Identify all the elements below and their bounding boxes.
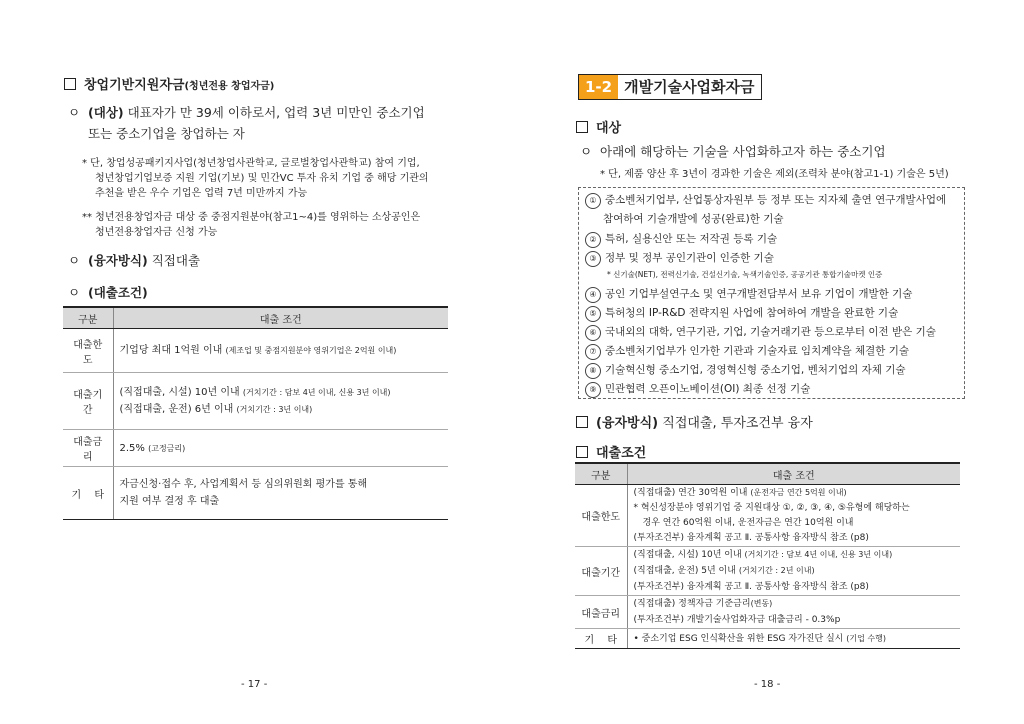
note-line: 추천을 받은 우수 기업은 업력 7년 미만까지 가능 [95,188,308,199]
note-line: * 단, 창업성공패키지사업(청년창업사관학교, 글로벌창업사관학교) 참여 기업, [82,158,420,169]
row-value: 자금신청·접수 후, 사업계획서 등 심의위원회 평가를 통해 지원 여부 결정 후 대출 [113,467,448,520]
row-label: 대출기간 [63,373,113,430]
right-page [512,0,1024,724]
column-header: 대출 조건 [113,307,448,329]
circle-bullet-icon: ㅇ [68,285,81,300]
list-item: ⑤ 특허청의 IP-R&D 전략지원 사업에 참여하여 개발을 완료한 기술 [585,305,898,322]
page-number: - 18 - [754,679,781,690]
row-value: (직접대출) 정책자금 기준금리(변동) (투자조건부) 개발기술사업화자금 대출금리 - 0.3%p [627,596,960,629]
column-header: 대출 조건 [627,463,960,485]
row-value: • 중소기업 ESG 인식확산을 위한 ESG 자가진단 실시 (기업 수행) [627,629,960,649]
chapter-title [578,74,762,100]
circle-bullet-icon: ㅇ [68,253,81,268]
column-header: 구분 [575,463,627,485]
list-item: ③ 정부 및 정부 공인기관이 인증한 기술 [585,250,774,267]
table-row [63,373,448,430]
table-row [63,467,448,520]
row-value: 기업당 최대 1억원 이내 (제조업 및 중점지원분야 영위기업은 2억원 이내) [113,329,448,373]
target-continued: 또는 중소기업을 창업하는 자 [88,126,245,141]
row-label: 기 타 [575,629,627,649]
row-value: (직접대출) 연간 30억원 이내 (운전자금 연간 5억원 이내) * 혁신성장분야 영위기업 중 지원대상 ①, ②, ③, ④, ⑤유형에 해당하는 경우 연간 60억원 이내, 운전자금은 연간 10억원 이내 (투자조건부) 융자계획 공고 Ⅱ. 공통사항 융자방식 참조 (p8) [627,485,960,547]
section-heading: 대출조건 [576,442,646,461]
checkbox-square-icon [576,446,588,458]
note-line: 청년전용창업자금 신청 가능 [95,227,218,238]
technology-list-box [578,187,965,399]
method-heading: (융자방식) 직접대출, 투자조건부 융자 [576,412,813,431]
table-row [63,329,448,373]
row-label: 대출금리 [63,430,113,467]
list-item: ⑧ 기술혁신형 중소기업, 경영혁신형 중소기업, 벤처기업의 자체 기술 [585,362,906,379]
row-label: 대출한도 [63,329,113,373]
note-line: ** 청년전용창업자금 대상 중 중점지원분야(참고1~4)를 영위하는 소상공인은 [82,212,421,223]
checkbox-square-icon [64,78,76,90]
row-label: 대출금리 [575,596,627,629]
column-header: 구분 [63,307,113,329]
table-row [575,629,960,649]
section-heading: 창업기반지원자금(청년전용 창업자금) [64,74,274,93]
row-value: (직접대출, 시설) 10년 이내 (거치기간 : 담보 4년 이내, 신용 3년 이내) (직접대출, 운전) 5년 이내 (거치기간 : 2년 이내) (투자조건부) 융자계획 공고 Ⅱ. 공통사항 융자방식 참조 (p8) [627,547,960,596]
list-item-note: * 신기술(NET), 전력신기술, 건설신기술, 녹색기술인증, 공공기관 통합기술마켓 인증 [607,270,883,279]
row-value: 2.5% (고정금리) [113,430,448,467]
row-label: 기 타 [63,467,113,520]
circle-bullet-icon: ㅇ [68,105,81,120]
chapter-title-text: 개발기술사업화자금 [618,75,760,99]
target-item: ㅇ 아래에 해당하는 기술을 사업화하고자 하는 중소기업 [580,144,886,159]
list-item: ⑥ 국내외의 대학, 연구기관, 기업, 기술거래기관 등으로부터 이전 받은 기술 [585,324,936,341]
table-row [575,547,960,596]
conditions-item: ㅇ (대출조건) [68,285,148,300]
circle-bullet-icon: ㅇ [580,144,593,159]
target-item: ㅇ (대상) 대표자가 만 39세 이하로서, 업력 3년 미만인 중소기업 [68,105,425,120]
list-item: ② 특허, 실용신안 또는 저작권 등록 기술 [585,231,777,248]
table-row [63,430,448,467]
row-label: 대출한도 [575,485,627,547]
checkbox-square-icon [576,416,588,428]
loan-conditions-table [63,306,448,520]
page-number: - 17 - [241,679,268,690]
note-line: 청년창업기업보증 지원 기업(기보) 및 민간VC 투자 유치 기업 중 해당 기관의 [95,173,429,184]
list-item: ⑨ 민관협력 오픈이노베이션(OI) 최종 선정 기술 [585,381,810,398]
table-header-row [63,307,448,329]
method-item: ㅇ (융자방식) 직접대출 [68,253,201,268]
table-header-row [575,463,960,485]
table-row [575,485,960,547]
list-item: ④ 공인 기업부설연구소 및 연구개발전담부서 보유 기업이 개발한 기술 [585,286,912,303]
table-row [575,596,960,629]
row-value: (직접대출, 시설) 10년 이내 (거치기간 : 담보 4년 이내, 신용 3년 이내) (직접대출, 운전) 6년 이내 (거치기간 : 3년 이내) [113,373,448,430]
list-item: ① 중소벤처기업부, 산업통상자원부 등 정부 또는 지자체 출연 연구개발사업에 [585,192,946,209]
note-line: * 단, 제품 양산 후 3년이 경과한 기술은 제외(조력차 분야(참고1-1) 기술은 5년) [600,169,949,180]
chapter-number: 1-2 [579,75,618,99]
row-label: 대출기간 [575,547,627,596]
list-item-continued: 참여하여 기술개발에 성공(완료)한 기술 [603,213,784,225]
section-heading: 대상 [576,117,621,136]
list-item: ⑦ 중소벤처기업부가 인가한 기관과 기술자료 임치계약을 체결한 기술 [585,343,909,360]
checkbox-square-icon [576,121,588,133]
loan-conditions-table [575,462,960,649]
